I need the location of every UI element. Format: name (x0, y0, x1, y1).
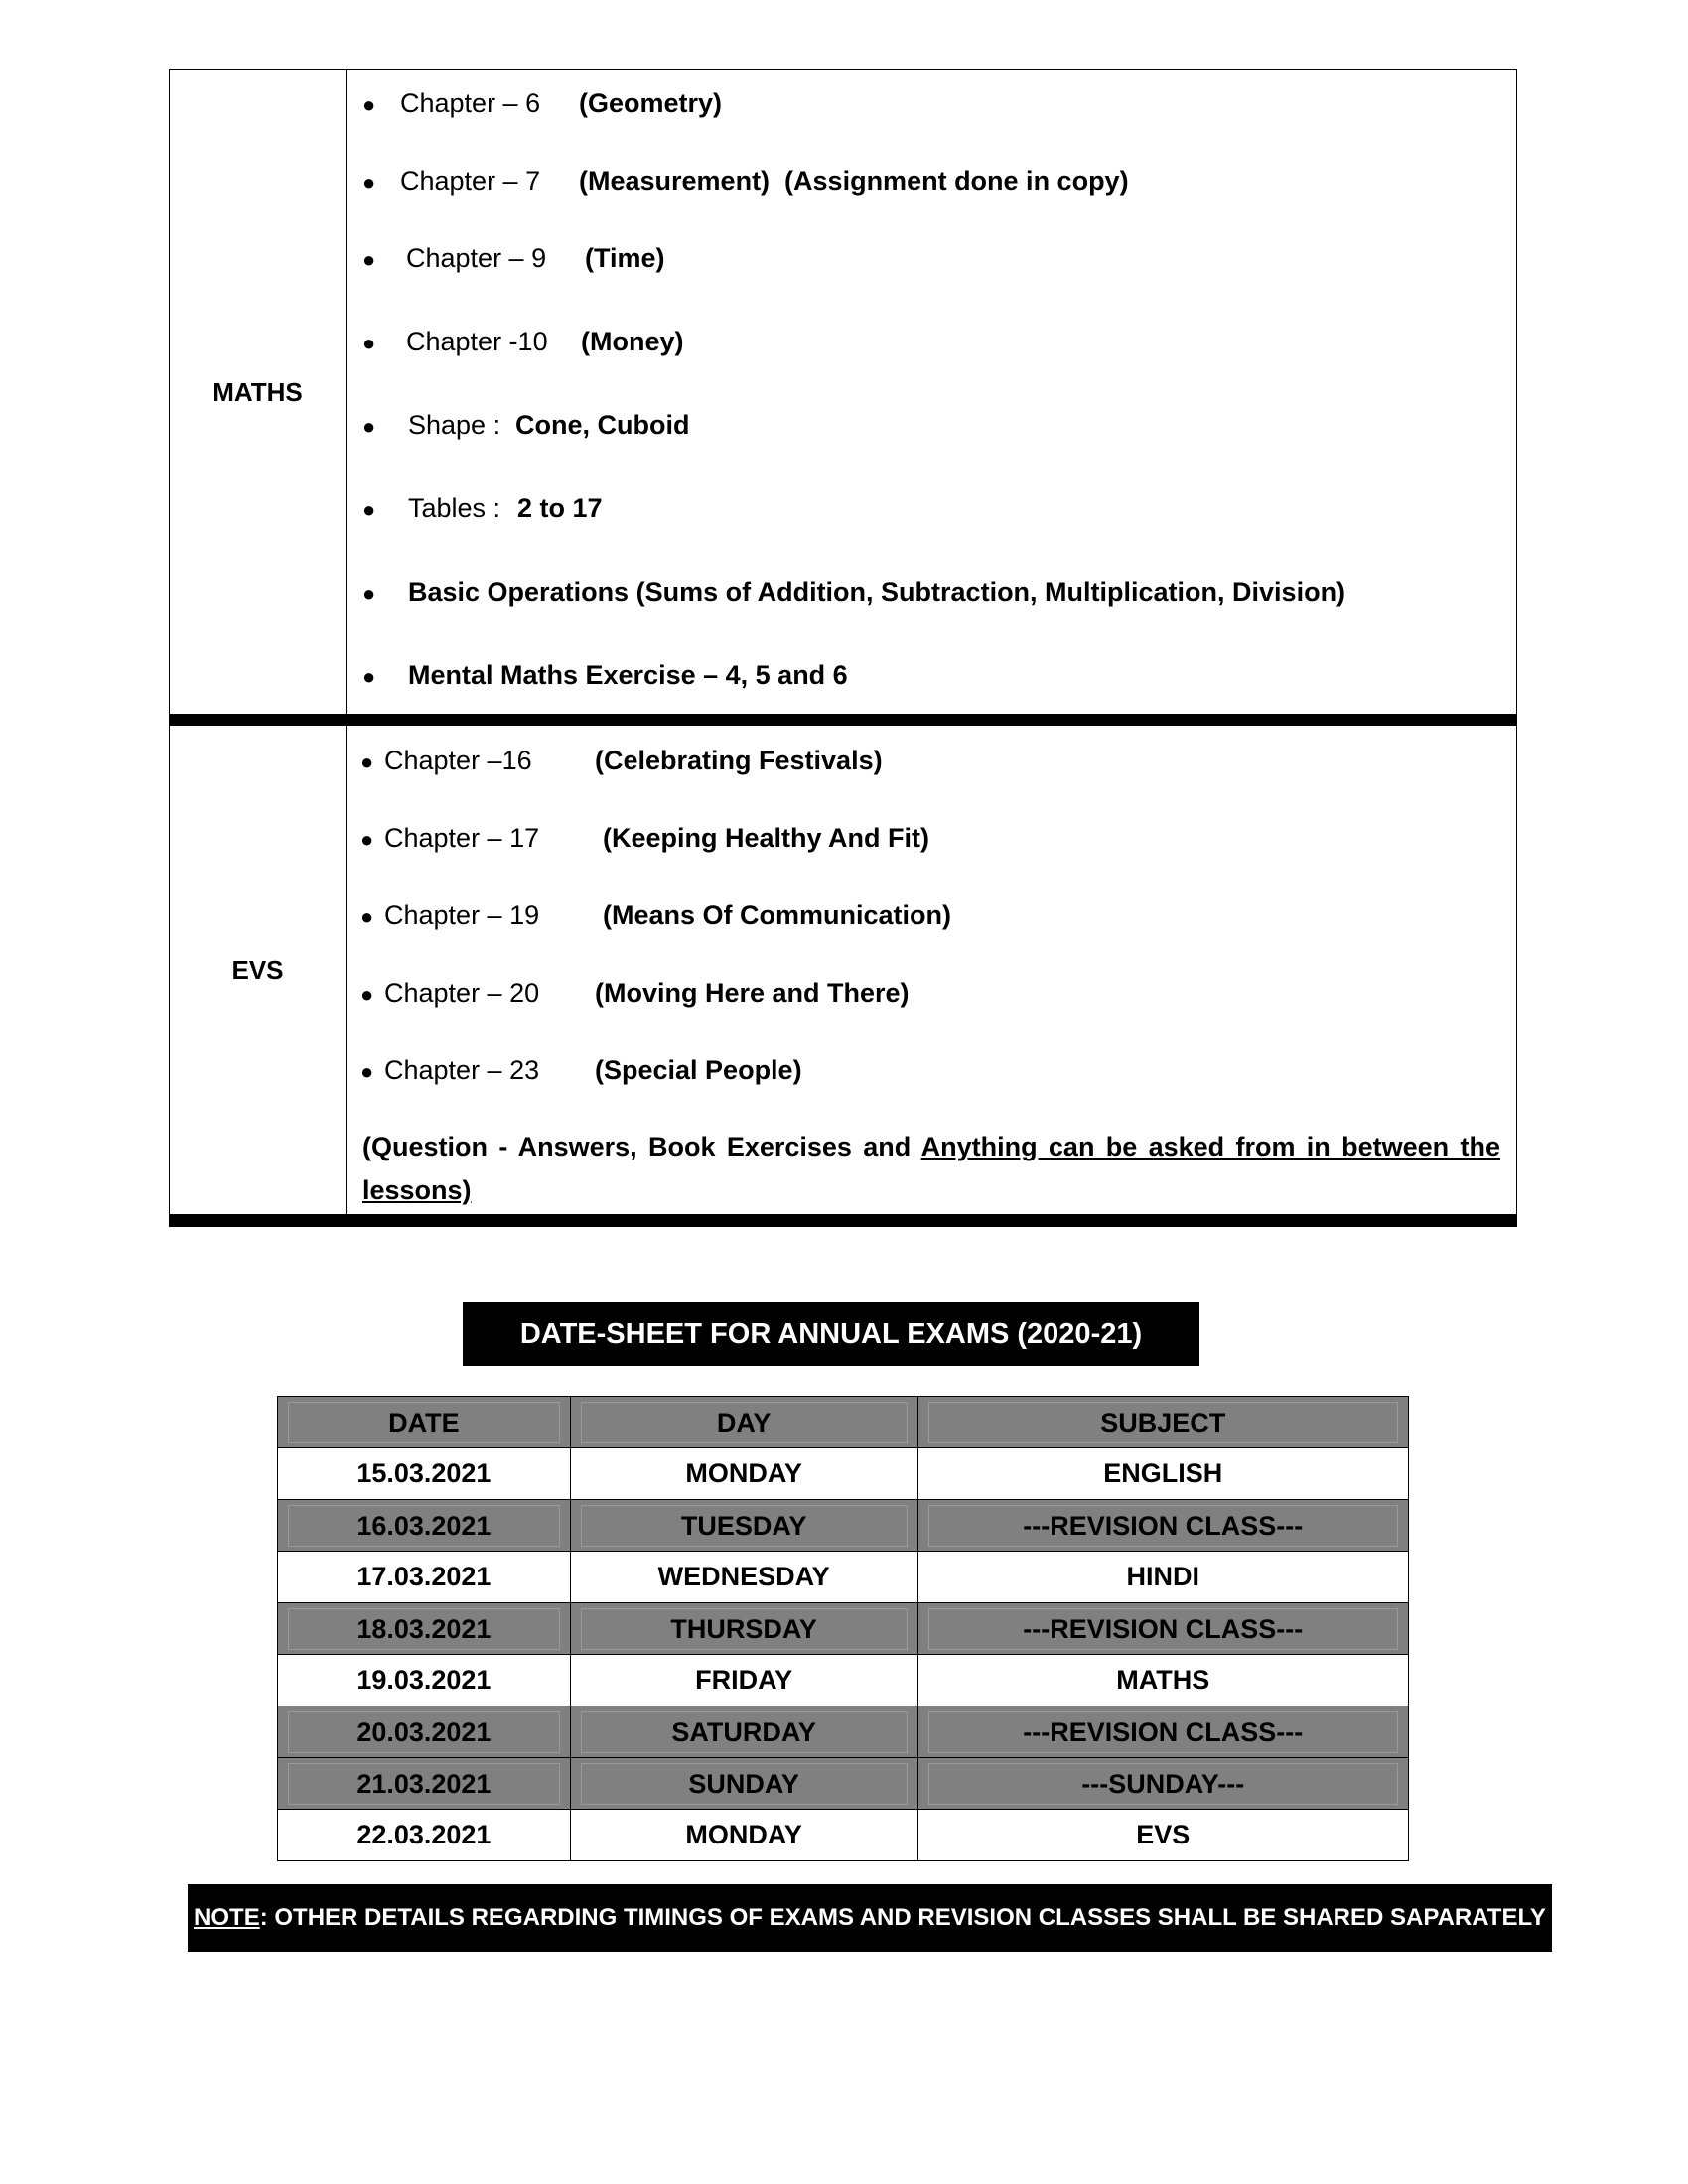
bullet-icon: ● (362, 414, 376, 439)
cell-subject: ---REVISION CLASS--- (917, 1706, 1409, 1758)
cell-date: 16.03.2021 (278, 1500, 571, 1552)
bullet-icon: ● (362, 581, 376, 606)
list-item: ● Chapter – 17 (Keeping Healthy And Fit) (360, 821, 1500, 857)
datesheet-table (277, 1396, 1409, 1861)
list-item: ● Chapter – 6 (Geometry) (362, 86, 1500, 122)
cell-day: THURSDAY (570, 1603, 917, 1655)
cell-date: 22.03.2021 (278, 1810, 571, 1861)
cell-date: 18.03.2021 (278, 1603, 571, 1655)
list-item: ● Chapter – 9 (Time) (362, 241, 1500, 277)
table-row (278, 1500, 1409, 1552)
note-banner (188, 1884, 1552, 1952)
cell-subject: MATHS (917, 1655, 1409, 1706)
bullet-icon: ● (360, 904, 374, 929)
list-item: ● Tables : 2 to 17 (362, 491, 1500, 527)
cell-subject: HINDI (917, 1552, 1409, 1603)
cell-subject: ---SUNDAY--- (917, 1758, 1409, 1810)
cell-day: SATURDAY (570, 1706, 917, 1758)
list-item: ● Chapter – 7 (Measurement) (Assignment done in copy) (362, 164, 1500, 200)
bullet-icon: ● (360, 1059, 374, 1084)
cell-date: 21.03.2021 (278, 1758, 571, 1810)
bullet-icon: ● (362, 247, 376, 272)
table-bottom-border (170, 1214, 1516, 1226)
list-item: ● Basic Operations (Sums of Addition, Subtraction, Multiplication, Division) (362, 575, 1500, 611)
list-item: ● Chapter – 19 (Means Of Communication) (360, 898, 1500, 934)
list-item: ● Chapter -10 (Money) (362, 325, 1500, 360)
evs-topics (347, 726, 1516, 1214)
evs-row (170, 726, 1516, 1214)
cell-day: MONDAY (570, 1448, 917, 1500)
header-date: DATE (278, 1397, 571, 1448)
header-day: DAY (570, 1397, 917, 1448)
bullet-icon: ● (362, 664, 376, 689)
evs-subject-label: EVS (170, 726, 347, 1214)
evs-note: (Question - Answers, Book Exercises and Anything can be asked from in between the lessons) (362, 1132, 1500, 1205)
row-divider (170, 714, 1516, 726)
bullet-icon: ● (362, 92, 376, 117)
bullet-icon: ● (360, 827, 374, 852)
table-row (278, 1655, 1409, 1706)
cell-day: SUNDAY (570, 1758, 917, 1810)
table-row (278, 1758, 1409, 1810)
table-row (278, 1448, 1409, 1500)
bullet-icon: ● (362, 331, 376, 355)
cell-date: 19.03.2021 (278, 1655, 571, 1706)
bullet-icon: ● (362, 170, 376, 195)
cell-subject: EVS (917, 1810, 1409, 1861)
cell-subject: ---REVISION CLASS--- (917, 1500, 1409, 1552)
maths-row (170, 70, 1516, 714)
list-item: ● Chapter – 20 (Moving Here and There) (360, 976, 1500, 1012)
cell-subject: ENGLISH (917, 1448, 1409, 1500)
cell-day: WEDNESDAY (570, 1552, 917, 1603)
list-item: ● Chapter – 23 (Special People) (360, 1053, 1500, 1089)
cell-day: MONDAY (570, 1810, 917, 1861)
bullet-icon: ● (362, 497, 376, 522)
maths-topics (347, 70, 1516, 714)
datesheet-title: DATE-SHEET FOR ANNUAL EXAMS (2020-21) (463, 1302, 1199, 1366)
header-subject: SUBJECT (917, 1397, 1409, 1448)
cell-subject: ---REVISION CLASS--- (917, 1603, 1409, 1655)
table-row (278, 1810, 1409, 1861)
bullet-icon: ● (360, 982, 374, 1007)
list-item: ● Chapter –16 (Celebrating Festivals) (360, 744, 1500, 779)
table-row (278, 1706, 1409, 1758)
cell-day: FRIDAY (570, 1655, 917, 1706)
note-label: NOTE (194, 1904, 260, 1931)
cell-date: 17.03.2021 (278, 1552, 571, 1603)
table-row (278, 1552, 1409, 1603)
bullet-icon: ● (360, 750, 374, 774)
cell-date: 15.03.2021 (278, 1448, 571, 1500)
list-item: ● Shape : Cone, Cuboid (362, 408, 1500, 444)
maths-subject-label: MATHS (170, 70, 347, 714)
syllabus-table (169, 69, 1517, 1227)
note-text: : OTHER DETAILS REGARDING TIMINGS OF EXAMS AND REVISION CLASSES SHALL BE SHARED SAPARATELY (259, 1904, 1546, 1931)
table-row (278, 1603, 1409, 1655)
list-item: ● Mental Maths Exercise – 4, 5 and 6 (362, 658, 1500, 694)
cell-day: TUESDAY (570, 1500, 917, 1552)
table-header-row (278, 1397, 1409, 1448)
cell-date: 20.03.2021 (278, 1706, 571, 1758)
